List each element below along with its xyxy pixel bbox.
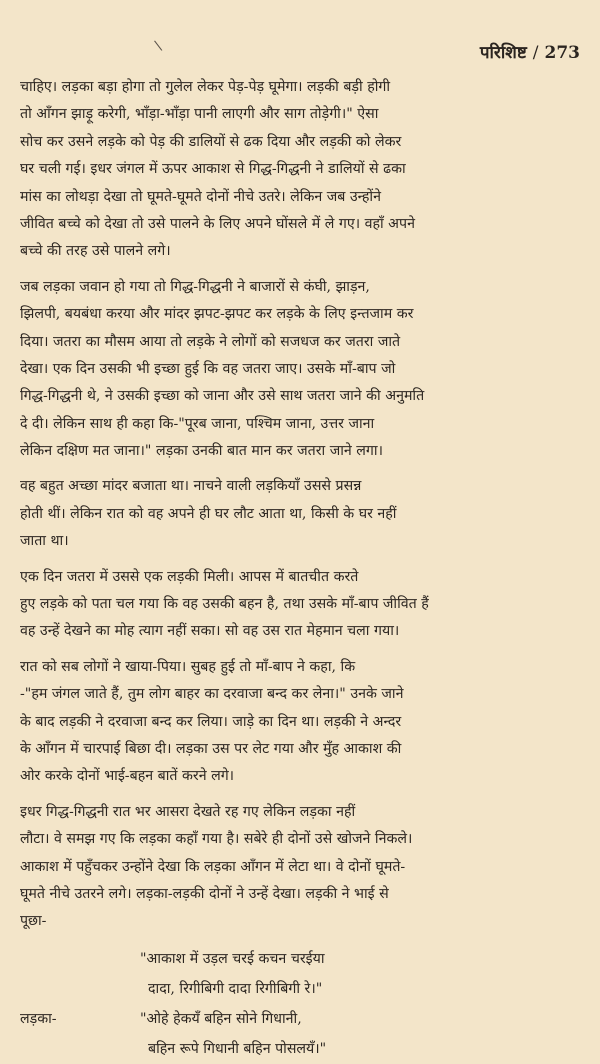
text-line: जीवित बच्चे को देखा तो उसे पालने के लिए अपने घोंसले में ले गए। वहाँ अपने — [20, 215, 415, 232]
chapter-title: परिशिष्ट — [479, 43, 527, 63]
page-number: 273 — [544, 43, 580, 63]
paragraph — [20, 74, 582, 266]
verse-text: "ओहे हेकयँ बहिन सोने गिधानी, — [140, 1010, 302, 1027]
text-line: घर चली गई। इधर जंगल में ऊपर आकाश से गिद्ध-गिद्धनी ने डालियों से ढका — [20, 161, 406, 178]
paragraph — [20, 654, 582, 791]
text-line: चाहिए। लड़का बड़ा होगा तो गुलेल लेकर पेड़-पेड़ घूमेगा। लड़की बड़ी होगी — [20, 79, 391, 95]
text-line: सोच कर उसने लड़के को पेड़ की डालियों से ढक दिया और लड़की को लेकर — [20, 133, 402, 150]
poem — [20, 944, 582, 1064]
verse-line — [20, 944, 582, 974]
text-line: आकाश में पहुँचकर उन्होंने देखा कि लड़का आँगन में लेटा था। वे दोनों घूमते- — [20, 858, 406, 875]
text-line: पूछा- — [20, 913, 47, 930]
text-line: हुए लड़के को पता चल गया कि वह उसकी बहन है, तथा उसके माँ-बाप जीवित हैं — [20, 596, 429, 613]
text-line: दिया। जतरा का मौसम आया तो लड़के ने लोगों को सजधज कर जतरा जाते — [20, 333, 401, 350]
text-line: ओर करके दोनों भाई-बहन बातें करने लगे। — [20, 768, 235, 785]
text-line: लौटा। वे समझ गए कि लड़का कहाँ गया है। सबेरे ही दोनों उसे खोजने निकले। — [20, 831, 413, 848]
text-line: -"हम जंगल जाते हैं, तुम लोग बाहर का दरवाजा बन्द कर लेना।" उनके जाने — [20, 686, 404, 703]
paragraph — [20, 473, 582, 555]
text-line: झिलपी, बयबंधा करया और मांदर झपट-झपट कर लड़के के लिए इन्तजाम कर — [20, 306, 414, 323]
verse-line — [20, 1034, 582, 1064]
text-line: लेकिन दक्षिण मत जाना।" लड़का उनकी बात मान कर जतरा जाने लगा। — [20, 443, 383, 460]
pen-mark: \ — [153, 37, 164, 55]
verse-text: दादा, रिगीबिगी दादा रिगीबिगी रे।" — [148, 980, 323, 997]
text-line: के बाद लड़की ने दरवाजा बन्द कर लिया। जाड़े का दिन था। लड़की ने अन्दर — [20, 713, 402, 730]
text-line: जब लड़का जवान हो गया तो गिद्ध-गिद्धनी ने बाजारों से कंघी, झाड़न, — [20, 278, 370, 295]
verse-speaker: लड़का- — [20, 1010, 57, 1027]
paragraph — [20, 274, 582, 466]
text-line: बच्चे की तरह उसे पालने लगे। — [20, 243, 171, 260]
page-body — [20, 74, 582, 1064]
text-line: देखा। एक दिन उसकी भी इच्छा हुई कि वह जतरा जाए। उसके माँ-बाप जो — [20, 360, 396, 377]
text-line: एक दिन जतरा में उससे एक लड़की मिली। आपस में बातचीत करते — [20, 568, 359, 585]
text-line: रात को सब लोगों ने खाया-पिया। सुबह हुई तो माँ-बाप ने कहा, कि — [20, 658, 356, 675]
text-line: वह बहुत अच्छा मांदर बजाता था। नाचने वाली लड़कियाँ उससे प्रसन्न — [20, 478, 362, 495]
text-line: मांस का लोथड़ा देखा तो घूमते-घूमते दोनों नीचे उतरे। लेकिन जब उन्होंने — [20, 188, 381, 205]
verse-line — [20, 974, 582, 1004]
verse-text: "आकाश में उड़ल चरई कचन चरईया — [140, 950, 325, 967]
text-line: इधर गिद्ध-गिद्धनी रात भर आसरा देखते रह गए लेकिन लड़का नहीं — [20, 803, 356, 820]
paragraph — [20, 564, 582, 646]
text-line: वह उन्हें देखने का मोह त्याग नहीं सका। सो वह उस रात मेहमान चला गया। — [20, 623, 400, 640]
page-header — [480, 40, 580, 63]
paragraphs — [20, 74, 582, 936]
paragraph — [20, 799, 582, 936]
text-line: होती थीं। लेकिन रात को वह अपने ही घर लौट आता था, किसी के घर नहीं — [20, 505, 397, 522]
text-line: के आँगन में चारपाई बिछा दी। लड़का उस पर लेट गया और मुँह आकाश की — [20, 740, 402, 757]
text-line: गिद्ध-गिद्धनी थे, ने उसकी इच्छा को जाना और उसे साथ जतरा जाने की अनुमति — [20, 388, 425, 405]
header-separator: / — [532, 43, 539, 63]
verse-line — [20, 1004, 582, 1034]
text-line: तो आँगन झाड़ू करेगी, भाँड़ा-भाँड़ा पानी लाएगी और साग तोड़ेगी।" ऐसा — [20, 106, 379, 123]
text-line: जाता था। — [20, 533, 69, 550]
text-line: घूमते नीचे उतरने लगे। लड़का-लड़की दोनों ने उन्हें देखा। लड़की ने भाई से — [20, 885, 389, 902]
verse-text: बहिन रूपे गिधानी बहिन पोसलयँ।" — [148, 1040, 327, 1057]
text-line: दे दी। लेकिन साथ ही कहा कि-"पूरब जाना, पश्चिम जाना, उत्तर जाना — [20, 415, 375, 432]
